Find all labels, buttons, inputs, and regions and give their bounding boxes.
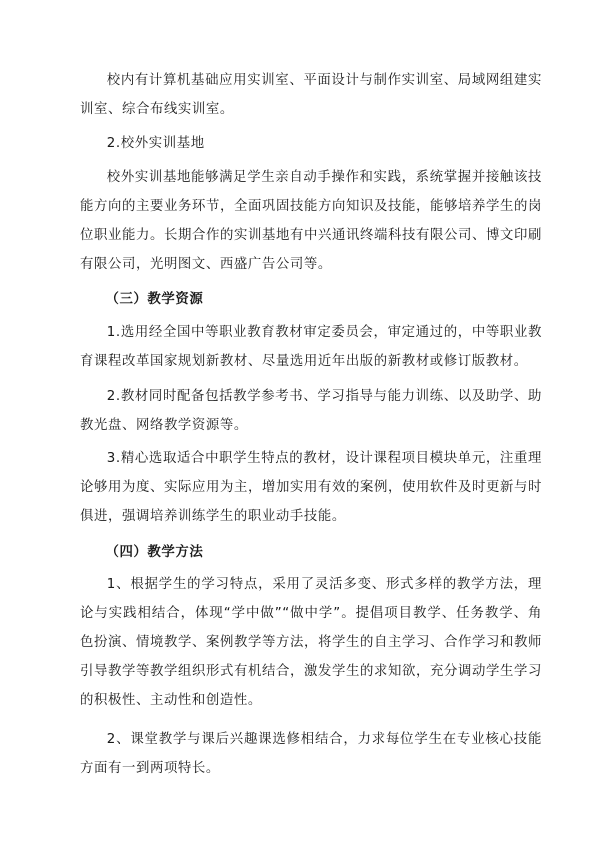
- paragraph-resources-3: 3.精心选取适合中职学生特点的教材，设计课程项目模块单元，注重理论够用为度、实际应用为主，增加实用有效的案例，使用软件及时更新与时俱进，强调培养训练学生的职业动手技能。: [80, 451, 542, 524]
- paragraph-methods-2: 2、课堂教学与课后兴趣课选修相结合，力求每位学生在专业核心技能方面有一到两项特长。: [80, 732, 542, 776]
- paragraph-resources-1: 1.选用经全国中等职业教育教材审定委员会，审定通过的，中等职业教育课程改革国家规划新教材、尽量选用近年出版的新教材或修订版教材。: [80, 325, 542, 369]
- paragraph-onsite-labs: 校内有计算机基础应用实训室、平面设计与制作实训室、局域网组建实训室、综合布线实训室。: [80, 73, 542, 117]
- subheading-offsite-base: 2.校外实训基地: [106, 136, 205, 151]
- section-title-teaching-methods: （四）教学方法: [105, 545, 204, 560]
- paragraph-resources-2: 2.教材同时配备包括教学参考书、学习指导与能力训练、以及助学、助教光盘、网络教学资源等。: [80, 389, 542, 433]
- paragraph-offsite-base: 校外实训基地能够满足学生亲自动手操作和实践，系统掌握并接触该技能方向的主要业务环节，全面巩固技能方向知识及技能，能够培养学生的岗位职业能力。长期合作的实训基地有中兴通讯终端科技有限公司、博文印刷有限公司，光明图文、西盛广告公司等。: [80, 170, 542, 272]
- section-title-teaching-resources: （三）教学资源: [105, 292, 204, 307]
- paragraph-methods-1: 1、根据学生的学习特点，采用了灵活多变、形式多样的教学方法，理论与实践相结合，体现“学中做”“做中学”。提倡项目教学、任务教学、角色扮演、情境教学、案例教学等方法，将学生的自主学习、合作学习和教师引导教学等教学组织形式有机结合，激发学生的求知欲，充分调动学生学习的积极性、主动性和创造性。: [80, 577, 542, 708]
